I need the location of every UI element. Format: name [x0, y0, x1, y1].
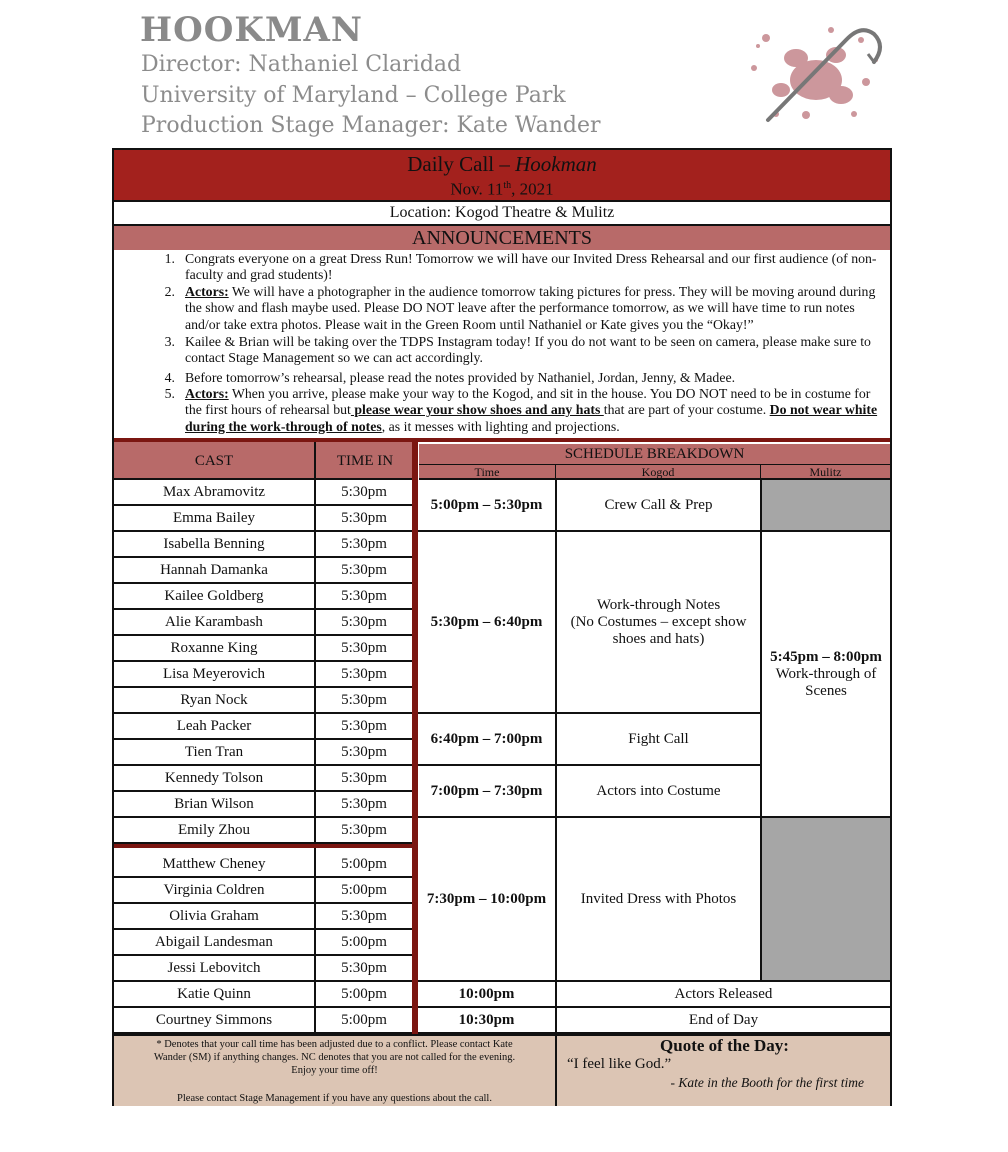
kogod-cell: Work-through Notes (No Costumes – except show shoes and hats) — [555, 532, 760, 714]
director-line: Director: Nathaniel Claridad — [141, 52, 462, 77]
cast-name-cell: Hannah Damanka — [114, 558, 314, 584]
cast-name-cell: Olivia Graham — [114, 904, 314, 930]
cast-time-cell: 5:30pm — [316, 792, 412, 818]
cast-name-cell: Abigail Landesman — [114, 930, 314, 956]
cast-time-cell: 5:30pm — [316, 714, 412, 740]
cast-time-cell: 5:30pm — [316, 506, 412, 532]
kogod-cell: End of Day — [555, 1008, 890, 1034]
cast-column-divider — [314, 480, 316, 1034]
announcement-item: 4. Before tomorrow’s rehearsal, please read the notes provided by Nathaniel, Jordan, Jenny, & Madee. — [164, 370, 736, 385]
cast-time-cell: 5:30pm — [316, 584, 412, 610]
cast-name-cell: Matthew Cheney — [114, 852, 314, 878]
time-in-column-header: TIME IN — [314, 442, 414, 480]
cast-name-cell: Alie Karambash — [114, 610, 314, 636]
kogod-cell: Fight Call — [555, 714, 760, 766]
footer-note-line: Enjoy your time off! — [291, 1065, 378, 1076]
document-title: HOOKMAN — [140, 10, 364, 50]
daily-call-show-name: Hookman — [515, 152, 597, 176]
kogod-cell: Actors Released — [555, 982, 890, 1008]
cast-time-cell: 5:30pm — [316, 480, 412, 506]
cast-name-cell: Emily Zhou — [114, 818, 314, 844]
schedule-time-cell: 5:30pm – 6:40pm — [418, 532, 555, 714]
daily-call-title-prefix: Daily Call – — [407, 152, 510, 176]
cast-time-cell: 5:30pm — [316, 688, 412, 714]
kogod-cell: Invited Dress with Photos — [555, 818, 760, 982]
schedule-time-header: Time — [419, 464, 555, 480]
footer-note-line: Wander (SM) if anything changes. NC denotes that you are not called for the evening. — [153, 1052, 516, 1063]
quote-attribution: - Kate in the Booth for the first time — [670, 1075, 864, 1090]
schedule-time-cell: 5:00pm – 5:30pm — [418, 480, 555, 532]
cast-time-cell: 5:30pm — [316, 904, 412, 930]
kogod-cell: Actors into Costume — [555, 766, 760, 818]
university-line: University of Maryland – College Park — [141, 83, 566, 108]
schedule-kogod-header: Kogod — [555, 464, 760, 480]
footer-note-line: * Denotes that your call time has been adjusted due to a conflict. Please contact Kate — [156, 1039, 513, 1050]
schedule-heading: SCHEDULE BREAKDOWN — [419, 444, 890, 464]
schedule-time-cell: 6:40pm – 7:00pm — [418, 714, 555, 766]
cast-time-cell: 5:30pm — [316, 766, 412, 792]
psm-line: Production Stage Manager: Kate Wander — [141, 113, 601, 138]
quote-heading: Quote of the Day: — [660, 1036, 789, 1055]
cast-time-cell: 5:00pm — [316, 930, 412, 956]
cast-name-cell: Brian Wilson — [114, 792, 314, 818]
footer-contact: Please contact Stage Management if you have any questions about the call. — [177, 1093, 492, 1104]
footer-notes — [114, 1034, 555, 1106]
announcement-item: 1. Congrats everyone on a great Dress Run! Tomorrow we will have our Invited Dress Rehearsal and our first audience (of non-faculty and grad students)! — [164, 251, 877, 283]
cast-time-cell: 5:30pm — [316, 740, 412, 766]
cast-time-cell: 5:00pm — [316, 852, 412, 878]
mulitz-cell: 5:45pm – 8:00pm Work-through of Scenes — [760, 532, 890, 818]
cast-name-cell: Emma Bailey — [114, 506, 314, 532]
cast-name-cell: Kennedy Tolson — [114, 766, 314, 792]
cast-time-cell: 5:00pm — [316, 1008, 412, 1034]
announcement-item: 3. Kailee & Brian will be taking over the TDPS Instagram today! If you do not want to be seen on camera, please make sure to contact Stage Management so we can act accordingly. — [164, 334, 871, 366]
schedule-mulitz-header: Mulitz — [760, 464, 890, 480]
cast-time-cell: 5:30pm — [316, 610, 412, 636]
cast-time-cell: 5:00pm — [316, 982, 412, 1008]
mulitz-unused-cell — [760, 818, 890, 982]
hook-splatter-logo — [736, 10, 886, 130]
cast-time-cell: 5:30pm — [316, 636, 412, 662]
cast-name-cell: Katie Quinn — [114, 982, 314, 1008]
announcements-heading: ANNOUNCEMENTS — [114, 226, 890, 250]
cast-column-header: CAST — [114, 442, 314, 480]
cast-name-cell: Lisa Meyerovich — [114, 662, 314, 688]
cast-name-cell: Leah Packer — [114, 714, 314, 740]
cast-name-cell: Virginia Coldren — [114, 878, 314, 904]
mulitz-unused-cell — [760, 480, 890, 532]
cast-group-divider — [114, 844, 418, 848]
cast-name-cell: Ryan Nock — [114, 688, 314, 714]
cast-time-cell: 5:30pm — [316, 956, 412, 982]
cast-name-cell: Kailee Goldberg — [114, 584, 314, 610]
schedule-time-cell: 7:00pm – 7:30pm — [418, 766, 555, 818]
location-line: Location: Kogod Theatre & Mulitz — [114, 202, 890, 226]
daily-call-date: Nov. 11th, 2021 — [450, 179, 554, 199]
cast-name-cell: Tien Tran — [114, 740, 314, 766]
cast-time-cell: 5:30pm — [316, 558, 412, 584]
kogod-cell: Crew Call & Prep — [555, 480, 760, 532]
cast-time-cell: 5:30pm — [316, 662, 412, 688]
cast-name-cell: Jessi Lebovitch — [114, 956, 314, 982]
cast-name-cell: Roxanne King — [114, 636, 314, 662]
schedule-time-cell: 10:30pm — [418, 1008, 555, 1034]
quote-text: “I feel like God.” — [567, 1056, 672, 1072]
announcement-item: 2. Actors: We will have a photographer in the audience tomorrow taking pictures for press. They will be moving around during the show and flash maybe used. Please DO NOT leave after the performance tomorrow, as we will have time to run notes and/or take extra photos. Please wait in the Green Room until Nathaniel or Kate gives you the “Okay!” — [164, 284, 876, 332]
cast-name-cell: Courtney Simmons — [114, 1008, 314, 1034]
announcement-item: 5. Actors: When you arrive, please make your way to the Kogod, and sit in the house. You DO NOT need to be in costume for the first hours of rehearsal but please wear your show shoes and any hats that are part of your costume. Do not wear white during the work-through of notes, as it messes with lighting and projections. — [164, 386, 878, 434]
cast-time-cell: 5:00pm — [316, 878, 412, 904]
schedule-time-cell: 7:30pm – 10:00pm — [418, 818, 555, 982]
schedule-time-cell: 10:00pm — [418, 982, 555, 1008]
cast-table — [114, 150, 414, 1108]
daily-call-sheet — [112, 148, 892, 1106]
cast-name-cell: Isabella Benning — [114, 532, 314, 558]
cast-time-cell: 5:30pm — [316, 532, 412, 558]
cast-time-cell: 5:30pm — [316, 818, 412, 844]
quote-of-the-day — [555, 1034, 890, 1106]
cast-name-cell: Max Abramovitz — [114, 480, 314, 506]
